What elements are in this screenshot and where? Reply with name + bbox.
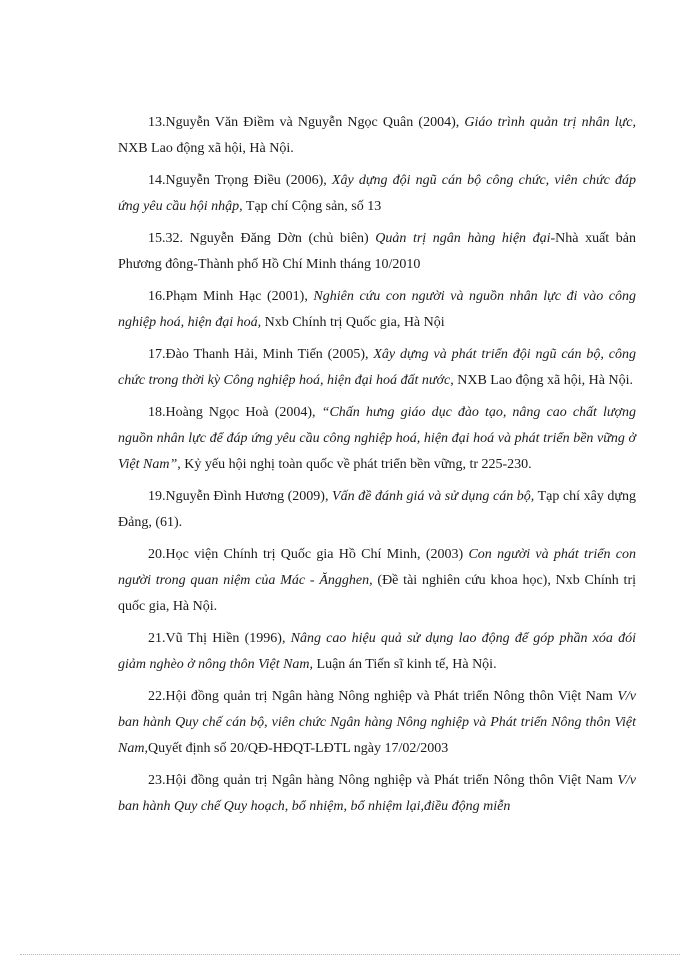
reference-text: Quyết định số 20/QĐ-HĐQT-LĐTL ngày 17/02/2003 bbox=[147, 741, 449, 756]
reference-title: “Chấn hưng giáo dục đào tạo, nâng cao chất lượng nguồn nhân lực để đáp ứng yêu cầu công nghiệp hoá, hiện đại hoá và phát triển bền vững ở Việt Nam” bbox=[118, 405, 637, 472]
page-bottom-divider bbox=[20, 954, 680, 955]
reference-text: NXB Lao động xã hội, Hà Nội. bbox=[453, 373, 633, 388]
reference-text: 22.Hội đồng quản trị Ngân hàng Nông nghiệp và Phát triển Nông thôn Việt Nam bbox=[148, 689, 618, 704]
reference-item bbox=[118, 484, 636, 536]
reference-text: (Đề tài nghiên cứu khoa học), Nxb Chính trị quốc gia, Hà Nội. bbox=[118, 573, 636, 614]
reference-title: V/v ban hành Quy chế cán bộ, viên chức Ngân hàng Nông nghiệp và Phát triển Nông thôn Việt Nam, bbox=[118, 689, 636, 756]
reference-item bbox=[118, 768, 636, 820]
reference-text: NXB Lao động xã hội, Hà Nội. bbox=[118, 141, 294, 156]
reference-text: 14.Nguyễn Trọng Điều (2006), bbox=[148, 173, 332, 188]
reference-title: Giáo trình quản trị nhân lực, bbox=[464, 115, 636, 130]
reference-text: Nxb Chính trị Quốc gia, Hà Nội bbox=[261, 315, 445, 330]
reference-text: 16.Phạm Minh Hạc (2001), bbox=[148, 289, 314, 304]
reference-title: Nghiên cứu con người và nguồn nhân lực đi vào công nghiệp hoá, hiện đại hoá, bbox=[118, 289, 636, 330]
reference-text: 15.32. Nguyễn Đăng Dờn (chủ biên) bbox=[148, 231, 376, 246]
reference-text: , Kỷ yếu hội nghị toàn quốc về phát triển bền vững, tr 225-230. bbox=[177, 457, 532, 472]
reference-title: Nâng cao hiệu quả sử dụng lao động để góp phần xóa đói giảm nghèo ở nông thôn Việt Nam, bbox=[118, 631, 636, 672]
reference-title: Vấn đề đánh giá và sử dụng cán bộ, bbox=[332, 489, 535, 504]
reference-text: 18.Hoàng Ngọc Hoà (2004), bbox=[148, 405, 322, 420]
reference-text: Luận án Tiến sĩ kinh tế, Hà Nội. bbox=[313, 657, 497, 672]
reference-item bbox=[118, 168, 636, 220]
reference-text: 17.Đào Thanh Hải, Minh Tiến (2005), bbox=[148, 347, 374, 362]
reference-text: 21.Vũ Thị Hiền (1996), bbox=[148, 631, 291, 646]
reference-text: Tạp chí xây dựng Đảng, (61). bbox=[118, 489, 637, 530]
reference-title: V/v ban hành Quy chế Quy hoạch, bổ nhiệm, bổ nhiệm lại,điều động miễn bbox=[118, 773, 636, 814]
reference-title: Xây dựng và phát triển đội ngũ cán bộ, công chức trong thời kỳ Công nghiệp hoá, hiện đại hoá đất nước, bbox=[118, 347, 637, 388]
reference-text: 23.Hội đồng quản trị Ngân hàng Nông nghiệp và Phát triển Nông thôn Việt Nam bbox=[148, 773, 618, 788]
reference-title: Con người và phát triển con người trong quan niệm của Mác - Ăngghen, bbox=[118, 547, 637, 588]
reference-title: Quản trị ngân hàng hiện đại bbox=[375, 231, 551, 246]
reference-item bbox=[118, 542, 636, 620]
reference-text: 13.Nguyễn Văn Điềm và Nguyễn Ngọc Quân (2004), bbox=[148, 115, 465, 130]
reference-item bbox=[118, 400, 636, 478]
reference-item bbox=[118, 110, 636, 162]
reference-text: 20.Học viện Chính trị Quốc gia Hồ Chí Minh, (2003) bbox=[148, 547, 469, 562]
reference-item bbox=[118, 684, 636, 762]
reference-item bbox=[118, 226, 636, 278]
reference-item bbox=[118, 284, 636, 336]
reference-list bbox=[118, 110, 636, 826]
reference-text: Tạp chí Cộng sản, số 13 bbox=[242, 199, 382, 214]
reference-item bbox=[118, 626, 636, 678]
reference-item bbox=[118, 342, 636, 394]
reference-text: 19.Nguyễn Đình Hương (2009), bbox=[148, 489, 333, 504]
reference-text: -Nhà xuất bản Phương đông-Thành phố Hồ Chí Minh tháng 10/2010 bbox=[118, 231, 636, 272]
reference-title: Xây dựng đội ngũ cán bộ công chức, viên chức đáp ứng yêu cầu hội nhập, bbox=[118, 173, 636, 214]
